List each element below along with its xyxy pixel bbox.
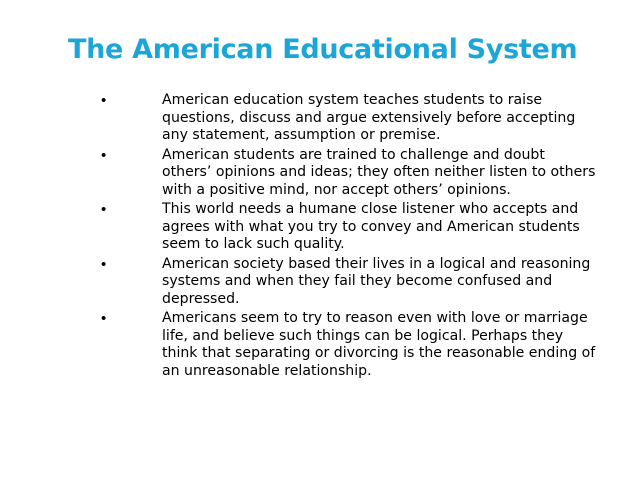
bullet-dot-icon: •	[101, 92, 107, 109]
bullet-dot-icon: •	[101, 255, 107, 273]
bullet-text-line: agrees with what you try to convey and American students	[162, 218, 580, 235]
slide-title: The American Educational System	[68, 34, 578, 65]
bullet-text-line: with a positive mind, nor accept others’ opinions.	[162, 181, 511, 198]
bullet-text	[162, 147, 602, 200]
bullet-text-line: life, and believe such things can be logical. Perhaps they	[162, 327, 564, 344]
bullet-text	[162, 201, 602, 254]
bullet-text-line: American society based their lives in a logical and reasoning	[162, 255, 591, 272]
bullet-item	[0, 92, 638, 145]
bullet-text-line: seem to lack such quality.	[162, 236, 345, 252]
bullet-text-line: think that separating or divorcing is the reasonable ending of	[162, 345, 596, 361]
bullet-dot-icon: •	[101, 146, 107, 164]
bullet-text-line: American students are trained to challenge and doubt	[162, 146, 545, 163]
bullet-text-line: This world needs a humane close listener who accepts and	[162, 201, 579, 217]
bullet-text	[162, 92, 602, 145]
bullet-text-line: any statement, assumption or premise.	[162, 127, 441, 143]
bullet-dot-icon: •	[101, 201, 107, 218]
bullet-text-line: an unreasonable relationship.	[162, 362, 372, 379]
bullet-text-line: others’ opinions and ideas; they often neither listen to others	[162, 164, 596, 180]
bullet-item	[0, 201, 638, 254]
bullet-text-line: questions, discuss and argue extensively before accepting	[162, 109, 576, 126]
bullet-text	[162, 310, 602, 380]
bullet-text-line: systems and when they fail they become confused and	[162, 273, 553, 289]
bullet-item	[0, 310, 638, 380]
bullet-text-line: American education system teaches students to raise	[162, 92, 543, 108]
bullet-item	[0, 147, 638, 200]
bullet-item	[0, 256, 638, 309]
bullet-text-line: Americans seem to try to reason even with love or marriage	[162, 310, 588, 326]
bullet-text	[162, 256, 602, 309]
bullet-text-line: depressed.	[162, 290, 240, 307]
bullet-dot-icon: •	[101, 310, 107, 327]
bullet-list	[0, 92, 638, 382]
